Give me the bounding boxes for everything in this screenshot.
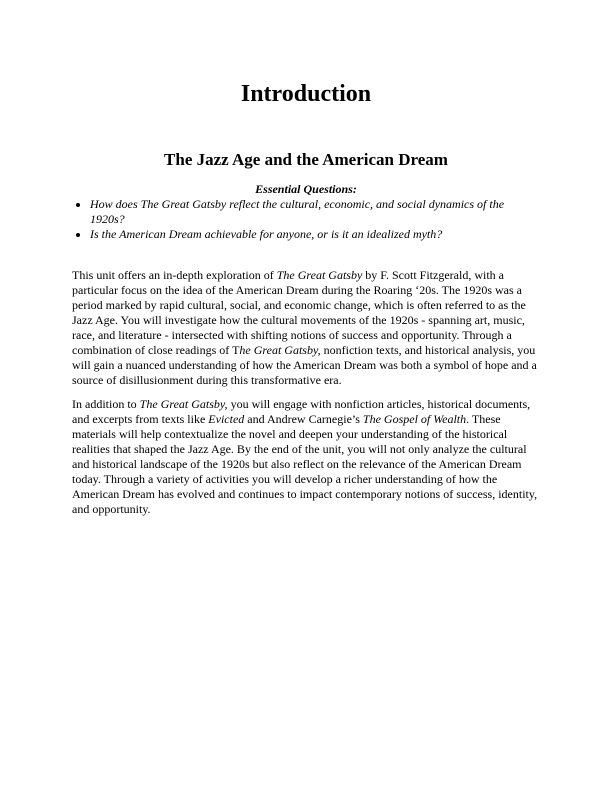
body-text: This unit offers an in-depth exploration of — [72, 268, 277, 282]
essential-questions-list — [72, 197, 540, 242]
italic-text: The Great Gatsby — [276, 268, 363, 282]
body-paragraph-1 — [72, 268, 540, 388]
essential-question-item: • Is the American Dream achievable for anyone, or is it an idealized myth? — [90, 227, 540, 242]
italic-text: The Gospel of Wealth — [362, 412, 467, 426]
italic-text: Evicted — [208, 412, 245, 426]
essential-question-item: • How does The Great Gatsby reflect the cultural, economic, and social dynamics of the 1920s? — [90, 197, 540, 227]
essential-questions-heading: Essential Questions: — [255, 182, 357, 196]
body-paragraph-2 — [72, 397, 540, 517]
body-text: you will engage with nonfiction articles, historical documents, and excerpts from texts like — [72, 397, 531, 426]
body-text: In addition to — [72, 397, 140, 411]
italic-text: he Great Gatsby, — [239, 343, 321, 357]
page-title: Introduction — [240, 81, 372, 107]
body-text: and Andrew Carnegie’s — [244, 412, 363, 426]
italic-text: The Great Gatsby, — [139, 397, 228, 411]
body-text: nonfiction texts, and historical analysis, you will gain a nuanced understanding of how the American Dream was both a symbol of hope and a source of disillusionment during this transformative era. — [72, 343, 537, 387]
body-text: . These materials will help contextualize the novel and deepen your understanding of the historical realities that shaped the Jazz Age. By the end of the unit, you will not only analyze the cultural and historical landscape of the 1920s but also reflect on the relevance of the American Dream today. Through a variety of activities you will develop a richer understanding of how the American Dream has evolved and continues to impact contemporary notions of success, identity, and opportunity. — [72, 412, 538, 516]
body-text: by F. Scott Fitzgerald, with a particular focus on the idea of the American Dream during the Roaring ‘20s. The 1920s was a period marked by rapid cultural, social, and economic change, which is often referred to as the Jazz Age. You will investigate how the cultural movements of the 1920s - spanning art, music, race, and literature - intersected with shifting notions of success and opportunity. Through a combination of close readings of T — [72, 268, 526, 357]
unit-heading: The Jazz Age and the American Dream — [164, 150, 448, 169]
